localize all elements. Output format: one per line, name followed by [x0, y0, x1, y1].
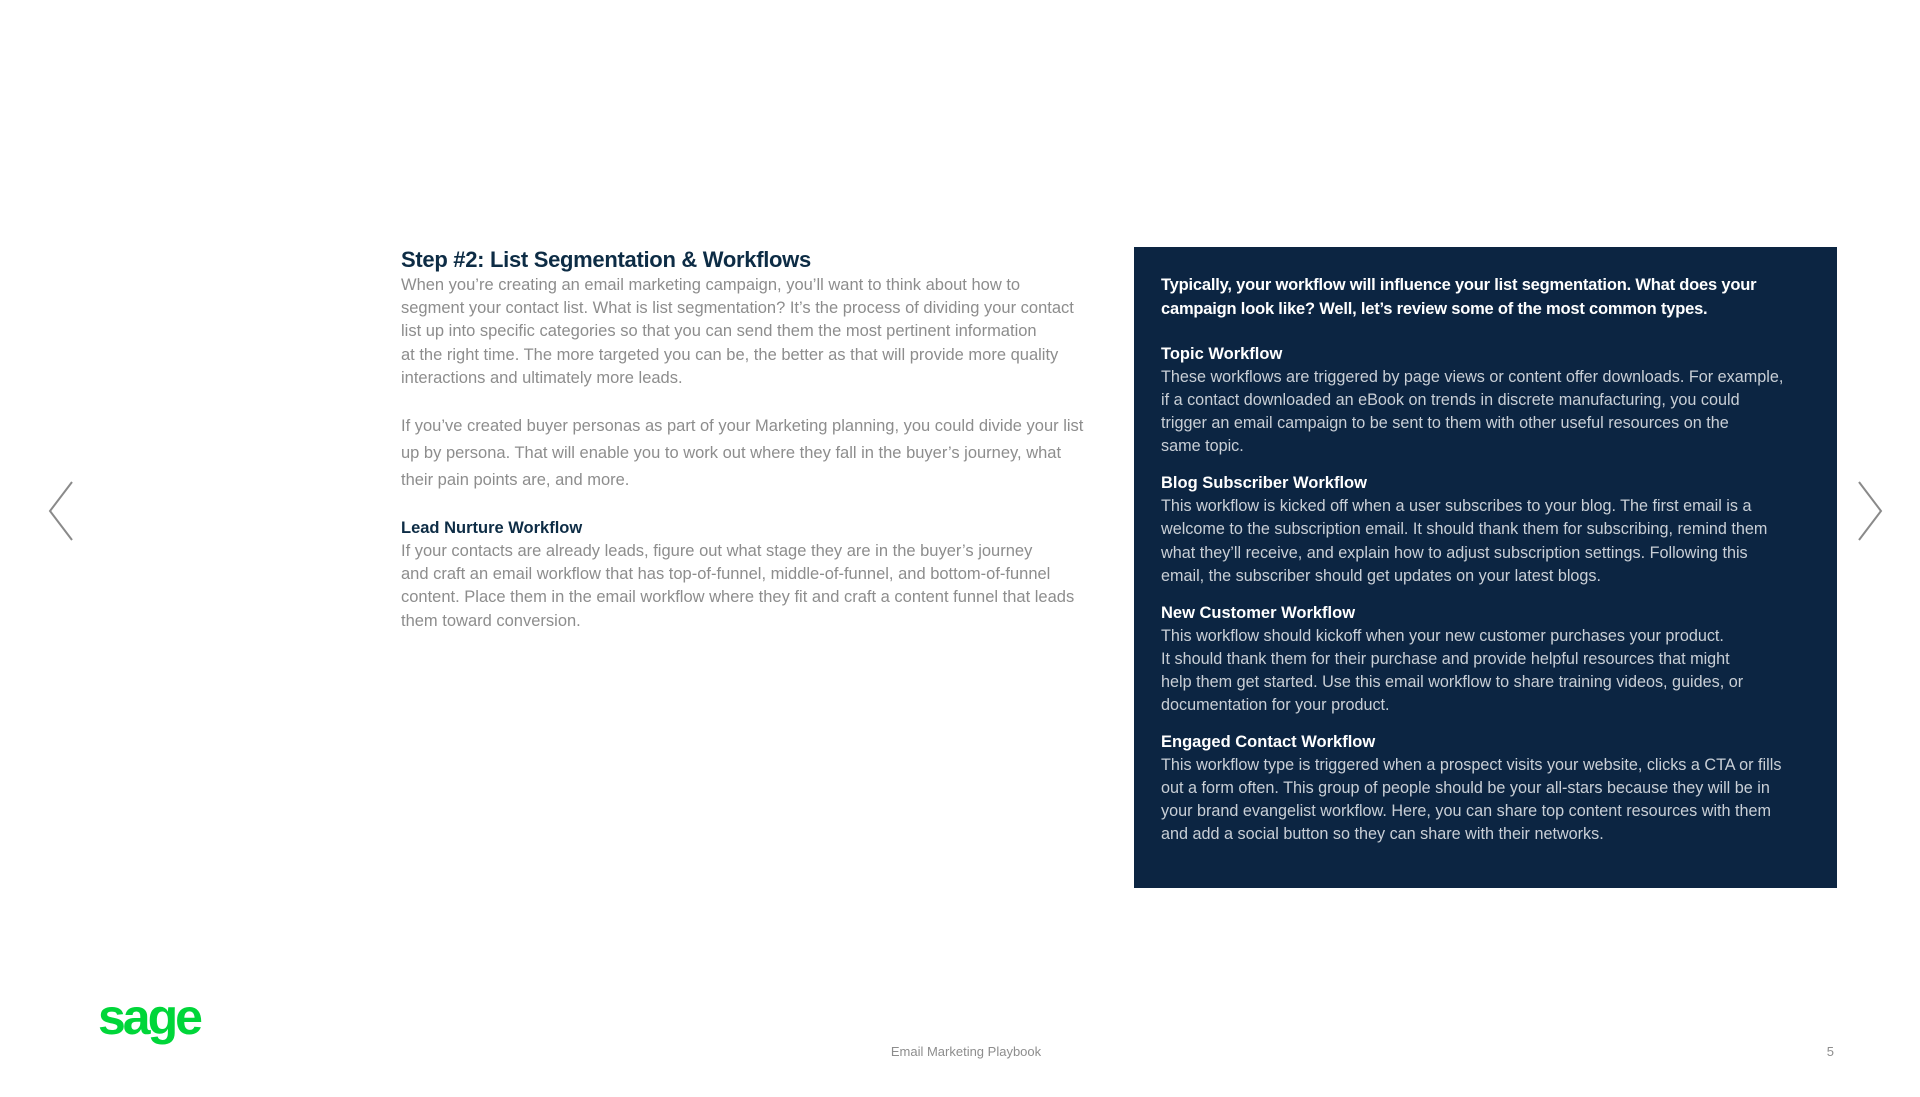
engaged-contact-workflow-section [1161, 731, 1815, 846]
text-line: If your contacts are already leads, figure out what stage they are in the buyer’s journey [401, 542, 1033, 561]
text-line: segment your contact list. What is list segmentation? It’s the process of dividing your contact [401, 299, 1074, 318]
previous-page-button[interactable] [46, 480, 78, 542]
text-line: documentation for your product. [1161, 696, 1390, 715]
text-line: their pain points are, and more. [401, 471, 630, 490]
text-line: same topic. [1161, 437, 1244, 456]
text-line: campaign look like? Well, let’s review some of the most common types. [1161, 299, 1708, 318]
text-line: This workflow should kickoff when your new customer purchases your product. [1161, 626, 1724, 645]
text-line: welcome to the subscription email. It should thank them for subscribing, remind them [1161, 520, 1768, 539]
text-line: This workflow type is triggered when a prospect visits your website, clicks a CTA or fills [1161, 756, 1782, 775]
text-line: if a contact downloaded an eBook on trends in discrete manufacturing, you could [1161, 391, 1740, 410]
workflow-types-panel [1134, 247, 1837, 888]
workflow-description [1161, 754, 1815, 846]
text-line: list up into specific categories so that you can send them the most pertinent information [401, 322, 1037, 341]
text-line: This workflow is kicked off when a user subscribes to your blog. The first email is a [1161, 497, 1752, 516]
blog-subscriber-workflow-section [1161, 472, 1815, 587]
workflow-title: Engaged Contact Workflow [1161, 733, 1376, 752]
footer-document-title: Email Marketing Playbook [890, 1044, 1042, 1059]
topic-workflow-section [1161, 343, 1815, 458]
panel-intro [1161, 274, 1815, 321]
text-line: email, the subscriber should get updates on your latest blogs. [1161, 566, 1602, 585]
text-line: When you’re creating an email marketing campaign, you’ll want to think about how to [401, 276, 1021, 294]
text-line: your brand evangelist workflow. Here, you can share top content resources with them [1161, 802, 1772, 821]
text-line: It should thank them for their purchase and provide helpful resources that might [1161, 649, 1730, 668]
text-line: them toward conversion. [401, 611, 581, 630]
text-line: These workflows are triggered by page views or content offer downloads. For example, [1161, 368, 1784, 386]
workflow-title: Blog Subscriber Workflow [1161, 474, 1367, 493]
text-line: out a form often. This group of people should be your all-stars because they will be in [1161, 779, 1770, 798]
text-line: and craft an email workflow that has top-of-funnel, middle-of-funnel, and bottom-of-funnel [401, 565, 1051, 584]
workflow-title: New Customer Workflow [1161, 603, 1356, 622]
chevron-right-icon [1853, 480, 1885, 542]
text-line: at the right time. The more targeted you can be, the better as that will provide more quality [401, 345, 1059, 364]
workflow-description [1161, 366, 1815, 458]
segmentation-paragraph [401, 274, 1113, 390]
text-line: If you’ve created buyer personas as part of your Marketing planning, you could divide your list [401, 417, 1084, 436]
text-line: content. Place them in the email workflow where they fit and craft a content funnel that leads [401, 588, 1075, 607]
workflow-description [1161, 495, 1815, 587]
text-line: up by persona. That will enable you to work out where they fall in the buyer’s journey, what [401, 444, 1062, 463]
lead-nurture-paragraph [401, 540, 1113, 633]
text-line: and add a social button so they can share with their networks. [1161, 825, 1604, 844]
text-line: help them get started. Use this email workflow to share training videos, guides, or [1161, 672, 1744, 691]
logo-wordmark: sage [98, 996, 200, 1045]
left-column [401, 246, 1113, 633]
page-title: Step #2: List Segmentation & Workflows [401, 247, 811, 272]
lead-nurture-heading: Lead Nurture Workflow [401, 519, 583, 538]
text-line: trigger an email campaign to be sent to them with other useful resources on the [1161, 414, 1729, 433]
workflow-description [1161, 625, 1815, 717]
new-customer-workflow-section [1161, 602, 1815, 717]
chevron-left-icon [46, 480, 78, 542]
page-number: 5 [1826, 1044, 1834, 1059]
next-page-button[interactable] [1853, 480, 1885, 542]
workflow-title: Topic Workflow [1161, 345, 1283, 363]
text-line: Typically, your workflow will influence your list segmentation. What does your [1161, 276, 1757, 294]
text-line: what they’ll receive, and explain how to adjust subscription settings. Following this [1161, 543, 1748, 562]
text-line: interactions and ultimately more leads. [401, 368, 683, 387]
persona-paragraph [401, 413, 1113, 494]
